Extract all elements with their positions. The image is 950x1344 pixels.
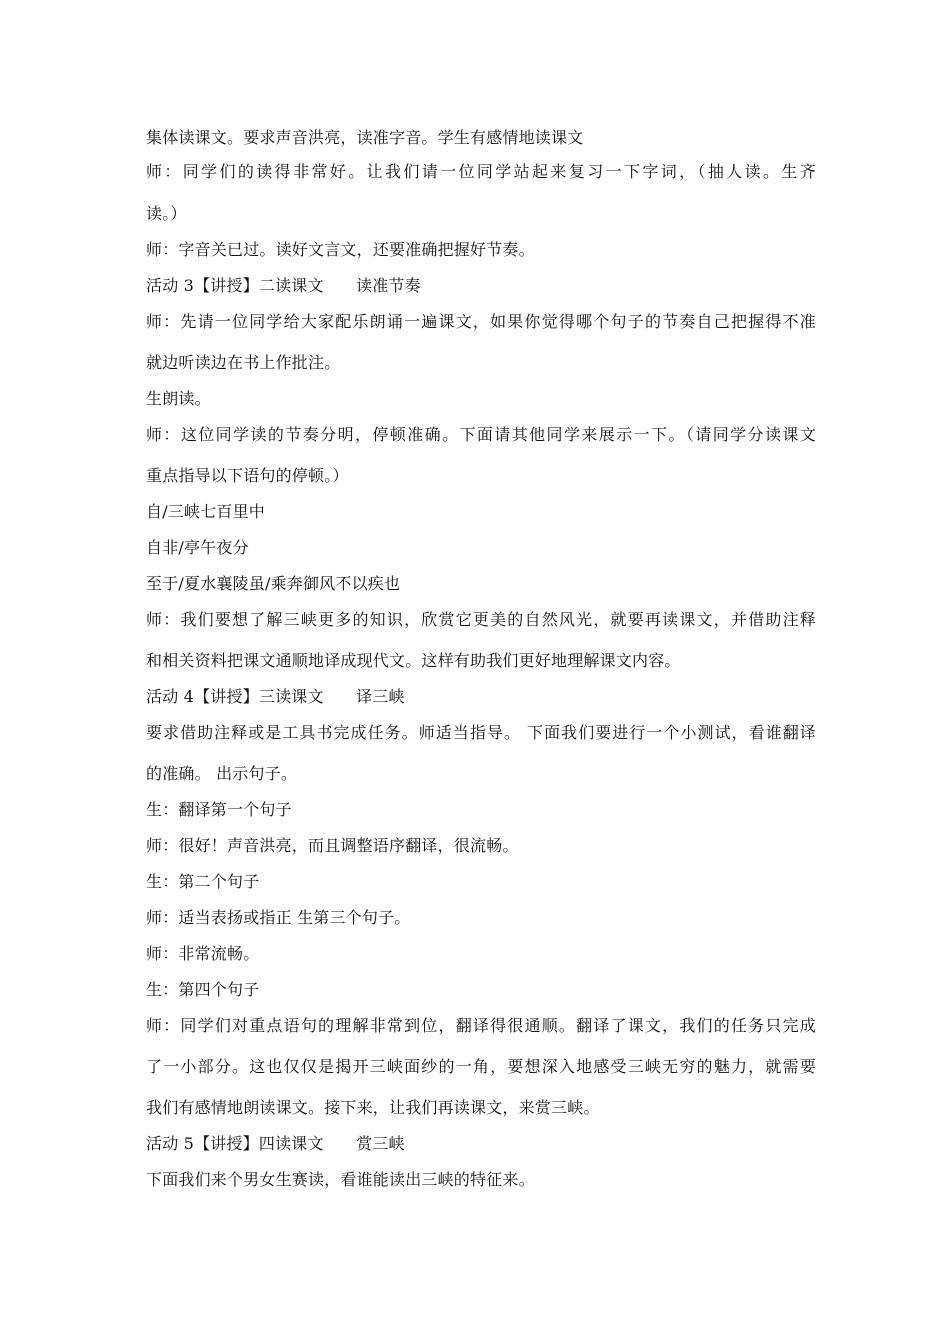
paragraph-line: 师：同学们的读得非常好。让我们请一位同学站起来复习一下字词，（抽人读。生齐 <box>146 162 816 181</box>
paragraph-line: 师：适当表扬或指正 生第三个句子。 <box>146 908 411 927</box>
paragraph-line: 师：先请一位同学给大家配乐朗诵一遍课文，如果你觉得哪个句子的节奏自己把握得不准 <box>146 312 816 331</box>
paragraph-line: 生：翻译第一个句子 <box>146 800 292 819</box>
paragraph-line: 要求借助注释或是工具书完成任务。师适当指导。 下面我们要进行一个小测试，看谁翻译 <box>146 723 816 742</box>
activity-heading: 活动 5【讲授】四读课文 赏三峡 <box>146 1134 405 1153</box>
paragraph-line: 师：这位同学读的节奏分明，停顿准确。下面请其他同学来展示一下。（请同学分读课文 <box>146 425 816 444</box>
activity-heading: 活动 4【讲授】三读课文 译三峡 <box>146 687 405 706</box>
paragraph-line: 读。） <box>146 204 187 223</box>
paragraph-line: 我们有感情地朗读课文。接下来，让我们再读课文，来赏三峡。 <box>146 1098 600 1117</box>
paragraph-line: 了一小部分。这也仅仅是揭开三峡面纱的一角，要想深入地感受三峡无穷的魅力，就需要 <box>146 1057 816 1076</box>
paragraph-line: 师：非常流畅。 <box>146 944 260 963</box>
paragraph-line: 生：第二个句子 <box>146 872 260 891</box>
paragraph-line: 下面我们来个男女生赛读，看谁能读出三峡的特征来。 <box>146 1170 535 1189</box>
paragraph-line: 师：同学们对重点语句的理解非常到位，翻译得很通顺。翻译了课文，我们的任务只完成 <box>146 1016 816 1035</box>
paragraph-line: 就边听读边在书上作批注。 <box>146 353 341 372</box>
example-sentence: 自非/亭午夜分 <box>146 538 249 557</box>
paragraph-line: 生：第四个句子 <box>146 980 260 999</box>
paragraph-line: 师：字音关已过。读好文言文，还要准确把握好节奏。 <box>146 240 535 259</box>
paragraph-line: 和相关资料把课文通顺地译成现代文。这样有助我们更好地理解课文内容。 <box>146 651 681 670</box>
paragraph-line: 的准确。 出示句子。 <box>146 764 298 783</box>
example-sentence: 至于/夏水襄陵虽/乘奔御风不以疾也 <box>146 574 401 593</box>
example-sentence: 自/三峡七百里中 <box>146 502 265 521</box>
paragraph-line: 师：很好！声音洪亮，而且调整语序翻译，很流畅。 <box>146 836 519 855</box>
paragraph-line: 生朗读。 <box>146 389 211 408</box>
activity-heading: 活动 3【讲授】二读课文 读准节奏 <box>146 276 421 295</box>
paragraph-line: 重点指导以下语句的停顿。） <box>146 466 349 485</box>
paragraph-line: 师：我们要想了解三峡更多的知识，欣赏它更美的自然风光，就要再读课文，并借助注释 <box>146 610 816 629</box>
paragraph-line: 集体读课文。要求声音洪亮，读准字音。学生有感情地读课文 <box>146 128 584 147</box>
